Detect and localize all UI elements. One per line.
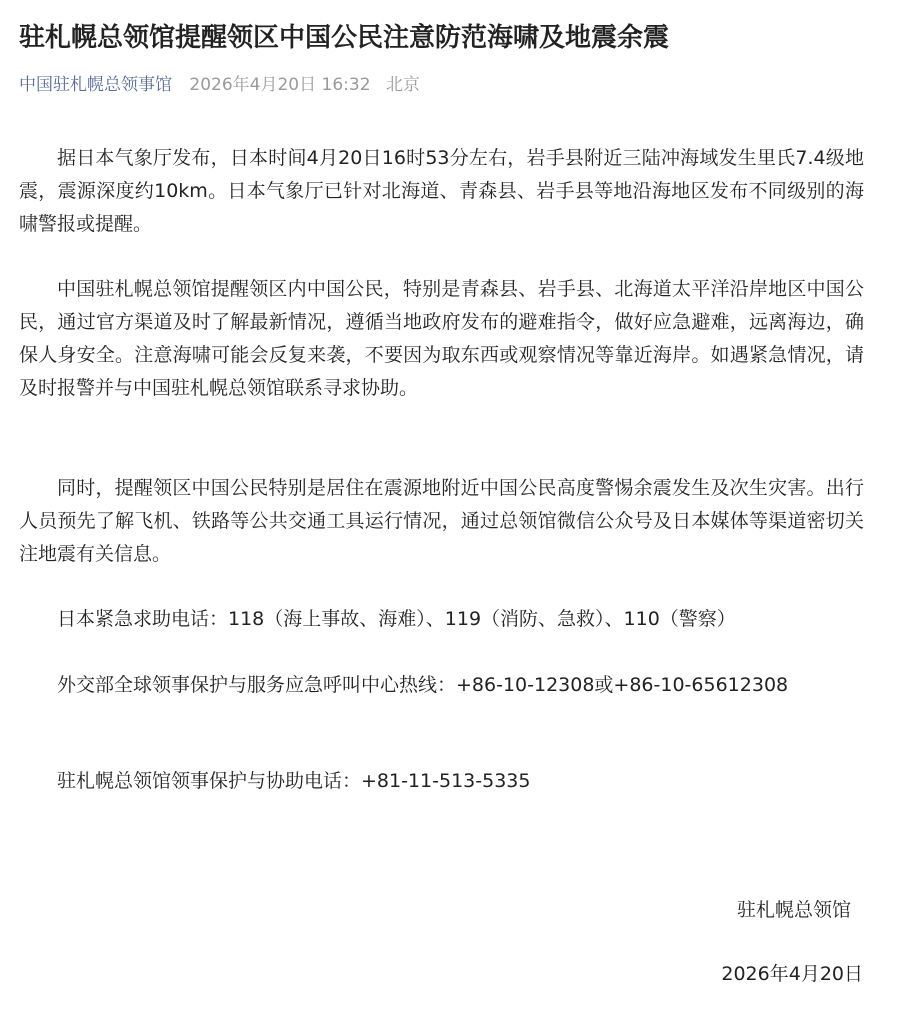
signature-date: 2026年4月20日 [721,963,863,985]
paragraph-safety-reminder: 中国驻札幌总领馆提醒领区内中国公民，特别是青森县、岩手县、北海道太平洋沿岸地区中国公民，通过官方渠道及时了解最新情况，遵循当地政府发布的避难指令，做好应急避难，远离海边，确保人身安全。注意海啸可能会反复来袭，不要因为取东西或观察情况等靠近海岸。如遇紧急情况，请及时报警并与中国驻札幌总领馆联系寻求协助。 [19,278,864,399]
paragraph-earthquake-report: 据日本气象厅发布，日本时间4月20日16时53分左右，岩手县附近三陆冲海域发生里氏7.4级地震，震源深度约10km。日本气象厅已针对北海道、青森县、岩手县等地沿海地区发布不同级别的海啸警报或提醒。 [19,147,864,235]
author-link[interactable]: 中国驻札幌总领事馆 [19,75,172,95]
paragraph-japan-emergency-numbers: 日本紧急求助电话：118（海上事故、海难）、119（消防、急救）、110（警察） [57,608,736,630]
signature-organization: 驻札幌总领馆 [736,899,851,921]
paragraph-aftershock-warning: 同时，提醒领区中国公民特别是居住在震源地附近中国公民高度警惕余震发生及次生灾害。出行人员预先了解飞机、铁路等公共交通工具运行情况，通过总领馆微信公众号及日本媒体等渠道密切关注地震有关信息。 [19,477,864,565]
article-title: 驻札幌总领馆提醒领区中国公民注意防范海啸及地震余震 [19,23,670,53]
publish-time: 2026年4月20日 16:32 [189,75,371,95]
paragraph-mfa-hotline: 外交部全球领事保护与服务应急呼叫中心热线：+86-10-12308或+86-10-65612308 [57,674,789,696]
paragraph-consulate-phone: 驻札幌总领馆领事保护与协助电话：+81-11-513-5335 [57,770,531,792]
publish-location: 北京 [385,75,420,95]
article-meta [19,70,420,100]
